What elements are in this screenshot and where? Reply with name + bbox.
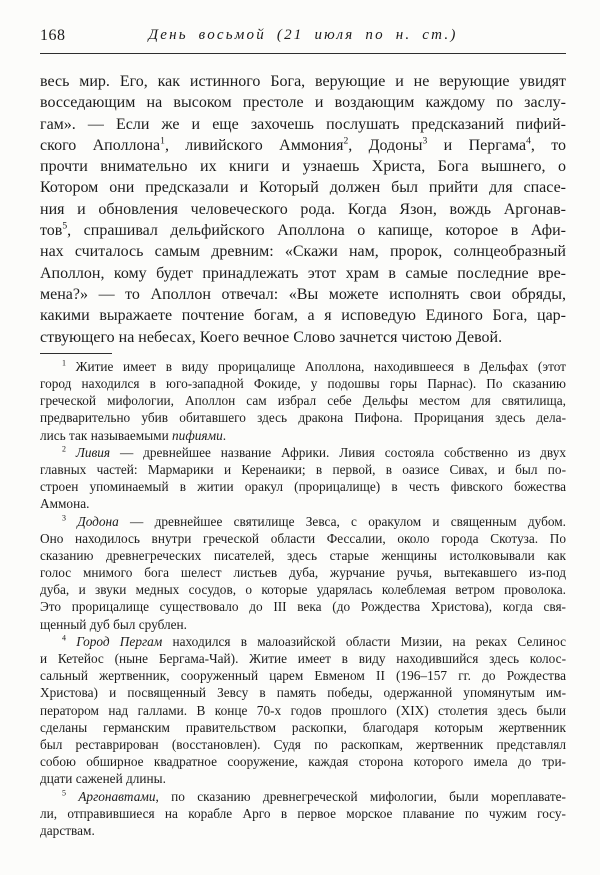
footnotes-block bbox=[40, 358, 566, 839]
text-line: тов$^5$, спрашивал дельфийского Аполлона о капище, которое в Афи- bbox=[40, 220, 566, 240]
footnote-line: Это прорицалище существовало до III века (до Рождества Христова), когда свя- bbox=[40, 599, 566, 615]
footnote-line: строен упоминаемый в житии оракул (прорицалище) в честь фивского божества bbox=[40, 479, 566, 495]
footnote-line: $^2$ Ливия — древнейшее название Африки. Ливия состояла собственно из двух bbox=[62, 444, 566, 460]
text-line: нах считалось самым древним: «Скажи нам, пророк, солнцеобразный bbox=[40, 243, 566, 261]
text-line: ния и обновления человеческого рода. Когда Язон, вождь Аргонав- bbox=[40, 200, 566, 218]
footnote-line: $^1$ Житие имеет в виду прорицалище Аполлона, находившееся в Дельфах (этот bbox=[62, 358, 566, 374]
footnote-line: дарствам. bbox=[40, 822, 95, 838]
text-line: Котором они предсказали и Который должен был прийти для спасе- bbox=[40, 179, 566, 197]
footnote-line: Христова) и посвященный Зевсу в память победы, одержанной упомянутым им- bbox=[40, 685, 566, 701]
book-page bbox=[40, 0, 566, 839]
text-line: какими выражаете почтение богам, а я исповедую Единого Бога, цар- bbox=[40, 307, 566, 325]
footnote-line: $^3$ Додона — древнейшее святилище Зевса, с оракулом и священным дубом. bbox=[62, 513, 566, 529]
running-head bbox=[40, 27, 566, 54]
footnote-line: и Кетейос (ныне Бергама-Чай). Житие имеет в виду находившийся здесь колос- bbox=[40, 651, 566, 667]
text-line: мена?» — то Аполлон отвечал: «Вы можете исполнять свои обряды, bbox=[40, 285, 566, 303]
footnote-line: дуба, и звуки медных сосудов, о которые ударялась колеблемая ветром проволока. bbox=[40, 582, 566, 598]
footnote-line: щенный дуб был срублен. bbox=[40, 616, 187, 632]
footnote-line: лись так называемыми пифиями. bbox=[40, 427, 227, 443]
footnote-line: главных частей: Мармарики и Керенаики; в первой, в оазисе Сивах, и был по- bbox=[40, 461, 566, 477]
footnote-line: ператором над галлами. В конце 70-х годов прошлого (XIX) столетия здесь были bbox=[40, 702, 566, 718]
footnote-line: собою обширное квадратное сооружение, каждая сторона которого имела до три- bbox=[40, 754, 566, 770]
text-line: Аполлон, кому будет принадлежать этот храм в самые последние вре- bbox=[40, 264, 566, 282]
footnote-line: греческой мифологии, Аполлон сам избрал себе Дельфы местом для святилища, bbox=[40, 393, 566, 409]
text-line: гам». — Если же и еще захочешь послушать предсказаний пифий- bbox=[40, 115, 566, 133]
footnote-separator-rule bbox=[40, 353, 112, 354]
text-line: ствующего на небесах, Коего вечное Слово зачнется чистою Девой. bbox=[40, 328, 503, 346]
footnote-line: был реставрирован (восстановлен). Судя по раскопкам, жертвенник представлял bbox=[40, 736, 566, 752]
footnote-line: город находился в юго-западной Фокиде, у подошвы горы Парнас). По сказанию bbox=[40, 376, 566, 392]
footnote-line: $^4$ Город Пергам находился в малоазийской области Мизии, на реках Селинос bbox=[62, 633, 567, 649]
footnote-line: сказанию древнегреческих писателей, здесь старые женщины истолковывали как bbox=[40, 547, 566, 563]
footnote-line: голос мнимого бога шелест листьев дуба, журчание ручья, вытекавшего из-под bbox=[40, 565, 566, 581]
text-line: весь мир. Его, как истинного Бога, верующие и не верующие увидят bbox=[40, 73, 566, 90]
page-number: 168 bbox=[40, 27, 66, 44]
footnote-line: предварительно убив обитавшего здесь дракона Пифона. Прорицания здесь дела- bbox=[40, 410, 566, 426]
text-line: прочти внимательно их книги и узнаешь Христа, Бога вышнего, о bbox=[40, 158, 566, 176]
footnote-line: дцати саженей длины. bbox=[40, 771, 166, 787]
footnote-line: Аммона. bbox=[40, 496, 90, 512]
footnote-line: $^5$ Аргонавтами, по сказанию древнегреческой мифологии, были мореплавате- bbox=[62, 788, 566, 804]
footnote-line: Оно находилось внутри греческой области Фессалии, около города Скотуза. По bbox=[40, 530, 566, 546]
text-line: ского Аполлона$^1$, ливийского Аммония$^2$, Додоны$^3$ и Пергама$^4$, то bbox=[40, 135, 567, 154]
running-title: День восьмой (21 июля по н. ст.) bbox=[148, 27, 458, 43]
main-text bbox=[40, 71, 566, 348]
footnote-line: сальный жертвенник, сооруженный царем Евменом II (196–157 гг. до Рождества bbox=[40, 668, 566, 684]
footnote-line: сделаны германским правительством раскопки, благодаря которым жертвенник bbox=[40, 719, 566, 735]
text-line: восседающим на высоком престоле и воздающим каждому по заслу- bbox=[40, 94, 566, 112]
footnote-line: ли, отправившиеся на корабле Арго в первое морское плавание по чужим госу- bbox=[40, 805, 566, 821]
